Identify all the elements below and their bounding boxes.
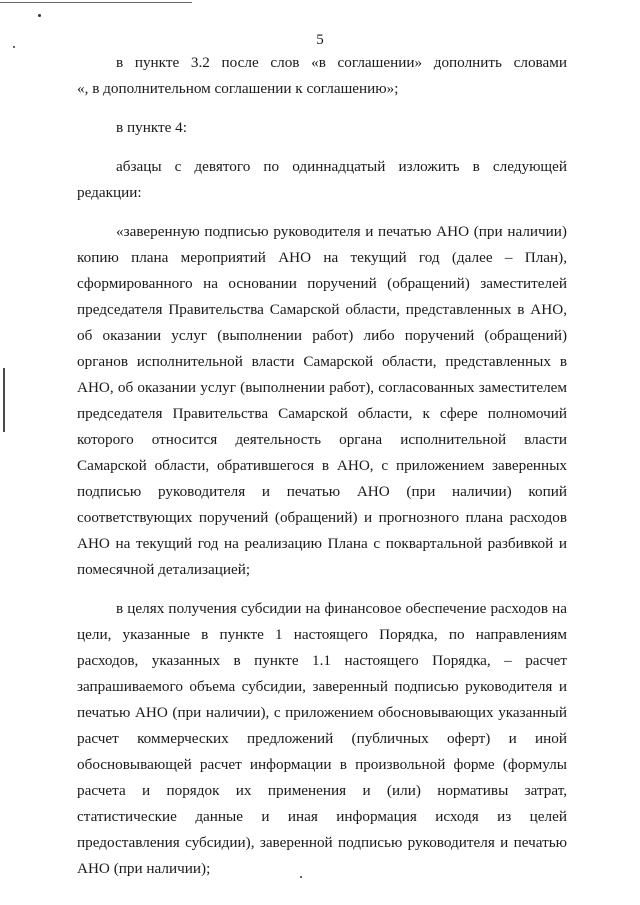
text-line: печатью АНО (при наличии), с приложением обосновывающих указанный [77, 704, 567, 721]
text-line: расчета и порядок их применения и (или) нормативы затрат, [77, 782, 567, 799]
text-line: председателя Правительства Самарской области, представленных в АНО, [77, 301, 567, 318]
paragraph [77, 596, 567, 882]
text-line: абзацы с девятого по одиннадцатый изложить в следующей [116, 158, 567, 175]
text-line: председателя Правительства Самарской области, к сфере полномочий [77, 405, 567, 422]
document-body [77, 50, 567, 882]
text-line: в целях получения субсидии на финансовое обеспечение расходов на [116, 600, 567, 617]
text-line: расчет коммерческих предложений (публичных оферт) и иной [77, 730, 567, 747]
paragraph-spacing [77, 206, 567, 219]
text-line: расходов, указанных в пункте 1.1 настоящего Порядка, – расчет [77, 652, 567, 669]
text-line: в пункте 4: [116, 119, 187, 136]
paragraph [77, 154, 567, 206]
paragraph [77, 50, 567, 102]
text-line: которого относится деятельность органа исполнительной власти [77, 431, 567, 448]
text-line: соответствующих поручений (обращений) и прогнозного плана расходов [77, 509, 567, 526]
text-line: АНО (при наличии); [77, 860, 211, 877]
text-line: копию плана мероприятий АНО на текущий год (далее – План), [77, 249, 567, 266]
text-line: об оказании услуг (выполнении работ) либо поручений (обращений) [77, 327, 567, 344]
text-line: обосновывающей расчет информации в произвольной форме (формулы [77, 756, 567, 773]
text-line: редакции: [77, 184, 142, 201]
text-line: АНО, об оказании услуг (выполнении работ), согласованных заместителем [77, 379, 567, 396]
scan-speck [38, 14, 41, 17]
text-line: предоставления субсидии), заверенной подписью руководителя и печатью [77, 834, 567, 851]
scan-edge-line [0, 2, 192, 3]
text-line: в пункте 3.2 после слов «в соглашении» дополнить словами [116, 54, 567, 71]
text-line: «заверенную подписью руководителя и печатью АНО (при наличии) [116, 223, 567, 240]
text-line: Самарской области, обратившегося в АНО, с приложением заверенных [77, 457, 567, 474]
page-number: 5 [316, 32, 324, 48]
text-line: помесячной детализацией; [77, 561, 251, 578]
text-line: «, в дополнительном соглашении к соглашению»; [77, 80, 399, 97]
text-line: запрашиваемого объема субсидии, заверенный подписью руководителя и [77, 678, 567, 695]
text-line: АНО на текущий год на реализацию Плана с поквартальной разбивкой и [77, 535, 567, 552]
text-line: статистические данные и иная информация исходя из целей [77, 808, 567, 825]
scan-margin-mark [3, 368, 5, 432]
paragraph-spacing [77, 141, 567, 154]
text-line: цели, указанные в пункте 1 настоящего Порядка, по направлениям [77, 626, 567, 643]
text-line: органов исполнительной власти Самарской области, представленных в [77, 353, 567, 370]
text-line: подписью руководителя и печатью АНО (при наличии) копий [77, 483, 567, 500]
paragraph [77, 219, 567, 583]
paragraph [77, 115, 567, 141]
paragraph-spacing [77, 102, 567, 115]
paragraph-spacing [77, 583, 567, 596]
text-line: сформированного на основании поручений (обращений) заместителей [77, 275, 567, 292]
